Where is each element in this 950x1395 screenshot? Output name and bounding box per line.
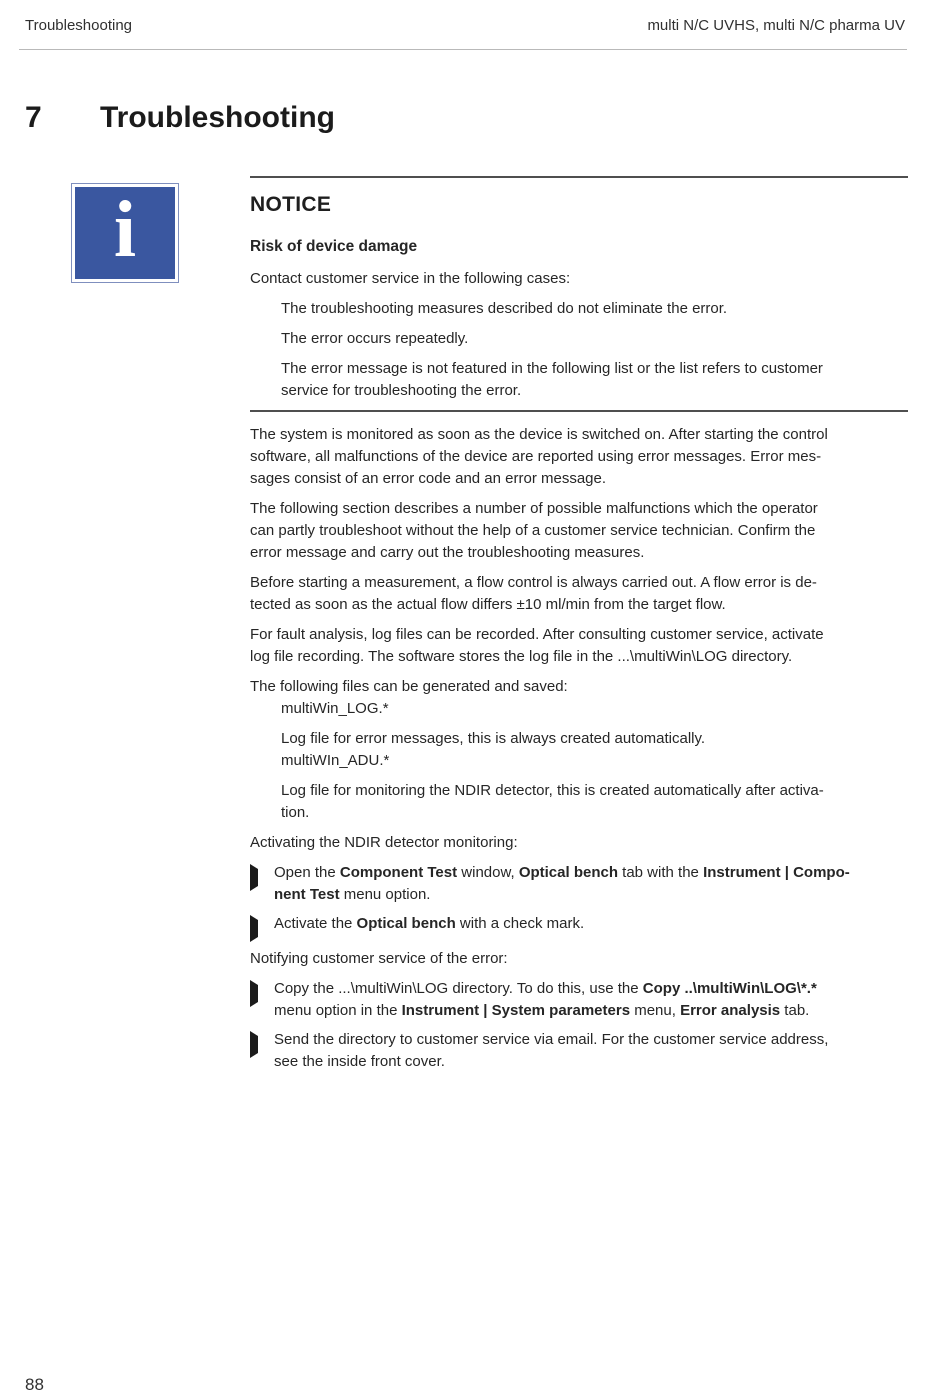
- file-description: Log file for error messages, this is always created automatically.: [281, 730, 706, 748]
- square-bullet-icon: [252, 750, 281, 772]
- notice-title: NOTICE: [250, 193, 332, 216]
- step-text: Copy the ...\multiWin\LOG directory. To do this, use the Copy ..\multiWin\LOG\*.* menu option in the Instrument | System parameters menu, Error analysis tab.: [274, 980, 817, 1020]
- info-icon-background: [75, 187, 175, 279]
- chapter-heading: [25, 101, 335, 135]
- step-text: Activate the Optical bench with a check mark.: [274, 915, 585, 933]
- square-bullet-icon: [265, 298, 281, 320]
- step-text: Open the Component Test window, Optical bench tab with the Instrument | Compo- nent Test menu option.: [274, 864, 850, 904]
- step-text: Send the directory to customer service via email. For the customer service address, see the inside front cover.: [274, 1031, 829, 1071]
- notice-subtitle: Risk of device damage: [250, 238, 418, 256]
- header-section-title: Troubleshooting: [25, 17, 133, 34]
- square-bullet-icon: [252, 698, 281, 720]
- list-item: [265, 298, 920, 320]
- file-name: multiWin_LOG.*: [281, 700, 389, 718]
- arrow-bullet-icon: [250, 913, 274, 940]
- square-bullet-icon: [265, 328, 281, 350]
- chapter-title: Troubleshooting: [100, 101, 335, 134]
- list-item-text: The error message is not featured in the following list or the list refers to customer service for troubleshooting the error.: [281, 360, 823, 400]
- list-item-text: The troubleshooting measures described do not eliminate the error.: [281, 300, 728, 318]
- header-document-title: multi N/C UVHS, multi N/C pharma UV: [647, 17, 905, 34]
- content-column: [250, 176, 920, 1080]
- step-item: [250, 862, 920, 906]
- file-name: multiWIn_ADU.*: [281, 752, 390, 770]
- square-bullet-icon: [265, 358, 281, 402]
- paragraph: Activating the NDIR detector monitoring:: [250, 834, 518, 852]
- paragraph: For fault analysis, log files can be recorded. After consulting customer service, activate log file recording. The software stores the log file in the ...\multiWin\LOG directory.: [250, 626, 824, 666]
- list-item: [250, 698, 920, 720]
- list-item: [265, 328, 920, 350]
- info-icon: [71, 183, 179, 283]
- list-item: [265, 358, 920, 402]
- notice-top-rule: [250, 176, 908, 178]
- arrow-bullet-icon: [250, 862, 274, 906]
- paragraph: The system is monitored as soon as the device is switched on. After starting the control software, all malfunctions of the device are reported using error messages. Error mes- sages consist of an error code and an error message.: [250, 426, 828, 488]
- step-item: [250, 1029, 920, 1073]
- header-divider: [19, 49, 907, 50]
- paragraph: Notifying customer service of the error:: [250, 950, 508, 968]
- info-icon-letter: i: [113, 186, 137, 274]
- arrow-bullet-icon: [250, 978, 274, 1022]
- notice-bottom-rule: [250, 410, 908, 412]
- step-item: [250, 913, 920, 940]
- list-item: [250, 750, 920, 772]
- chapter-number: 7: [25, 101, 42, 134]
- notice-bullet-list: [265, 298, 920, 402]
- list-item-text: The error occurs repeatedly.: [281, 330, 469, 348]
- step-item: [250, 978, 920, 1022]
- notice-intro: Contact customer service in the following cases:: [250, 270, 571, 288]
- paragraph: The following section describes a number of possible malfunctions which the operator can partly troubleshoot without the help of a customer service technician. Confirm the error message and carry out the troubleshooting measures.: [250, 500, 818, 562]
- paragraph: Before starting a measurement, a flow control is always carried out. A flow error is de- tected as soon as the actual flow differs ±10 ml/min from the target flow.: [250, 574, 817, 614]
- paragraph: The following files can be generated and saved:: [250, 678, 568, 696]
- page-number: 88: [25, 1375, 44, 1394]
- arrow-bullet-icon: [250, 1029, 274, 1073]
- file-description: Log file for monitoring the NDIR detector, this is created automatically after activa- tion.: [281, 782, 824, 822]
